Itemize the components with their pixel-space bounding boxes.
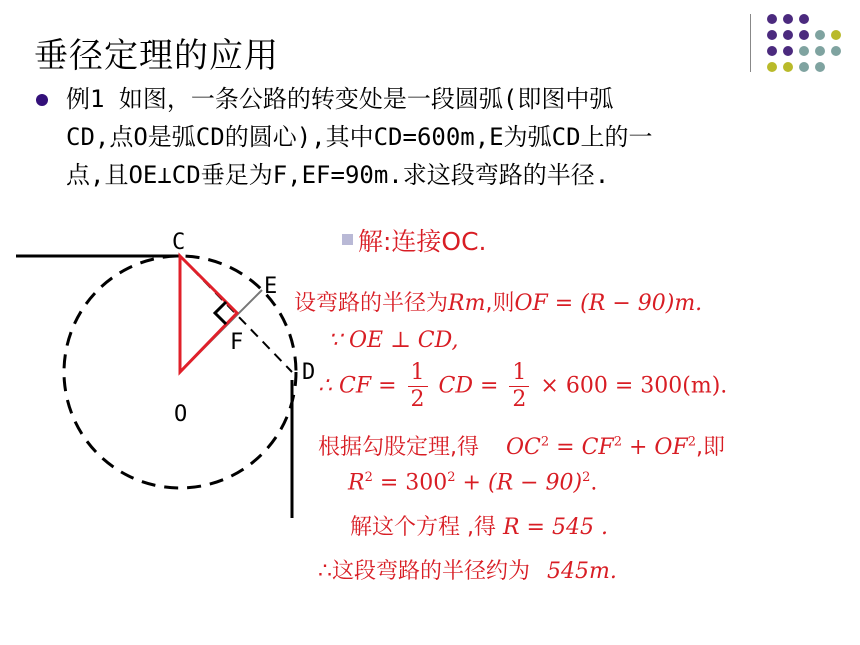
solution-line-3: ∴ CF = $\frac{1}{2}$ CD = $\frac{1}{2}$ × 600 = 300(m). [318,360,728,412]
fraction: $\frac{1}{2}$ [509,360,529,413]
geometry-figure [0,220,340,530]
solution-heading: 解:连接OC. [358,227,487,256]
label-c: C [172,230,186,255]
solution-line-1: 设弯路的半径为Rm,则OF = (R − 90)m. [294,291,703,316]
solution-line-6: 解这个方程 ,得 R = 545 . [350,515,608,540]
slide-title: 垂径定理的应用 [34,36,279,76]
bullet-icon [36,94,48,106]
right-angle-mark [215,302,226,324]
solution-bullet-icon [342,234,353,245]
fraction: $\frac{1}{2}$ [408,360,428,413]
problem-line: 点,且OE⊥CD垂足为F,EF=90m.求这段弯路的半径. [66,161,610,189]
problem-line: CD,点O是弧CD的圆心),其中CD=600m,E为弧CD上的一 [66,123,653,151]
decorative-dots [0,0,860,80]
problem-statement [66,80,836,194]
title-divider [750,14,751,72]
label-f: F [230,330,244,355]
solution-line-7: ∴这段弯路的半径约为 545m. [318,559,617,584]
problem-line: 例1 如图，一条公路的转变处是一段圆弧(即图中弧 [66,85,614,113]
label-e: E [264,274,278,299]
solution-line-2: ∵ OE ⊥ CD, [328,328,459,353]
solution-line-5: $R^2 = 300^2 + (R - 90)^2$. [348,470,598,496]
label-d: D [302,360,316,385]
triangle-ocf [180,256,237,372]
label-o: O [174,402,188,427]
solution-line-4: 根据勾股定理,得 $OC^2 = CF^2 + OF^2$,即 [318,434,725,460]
